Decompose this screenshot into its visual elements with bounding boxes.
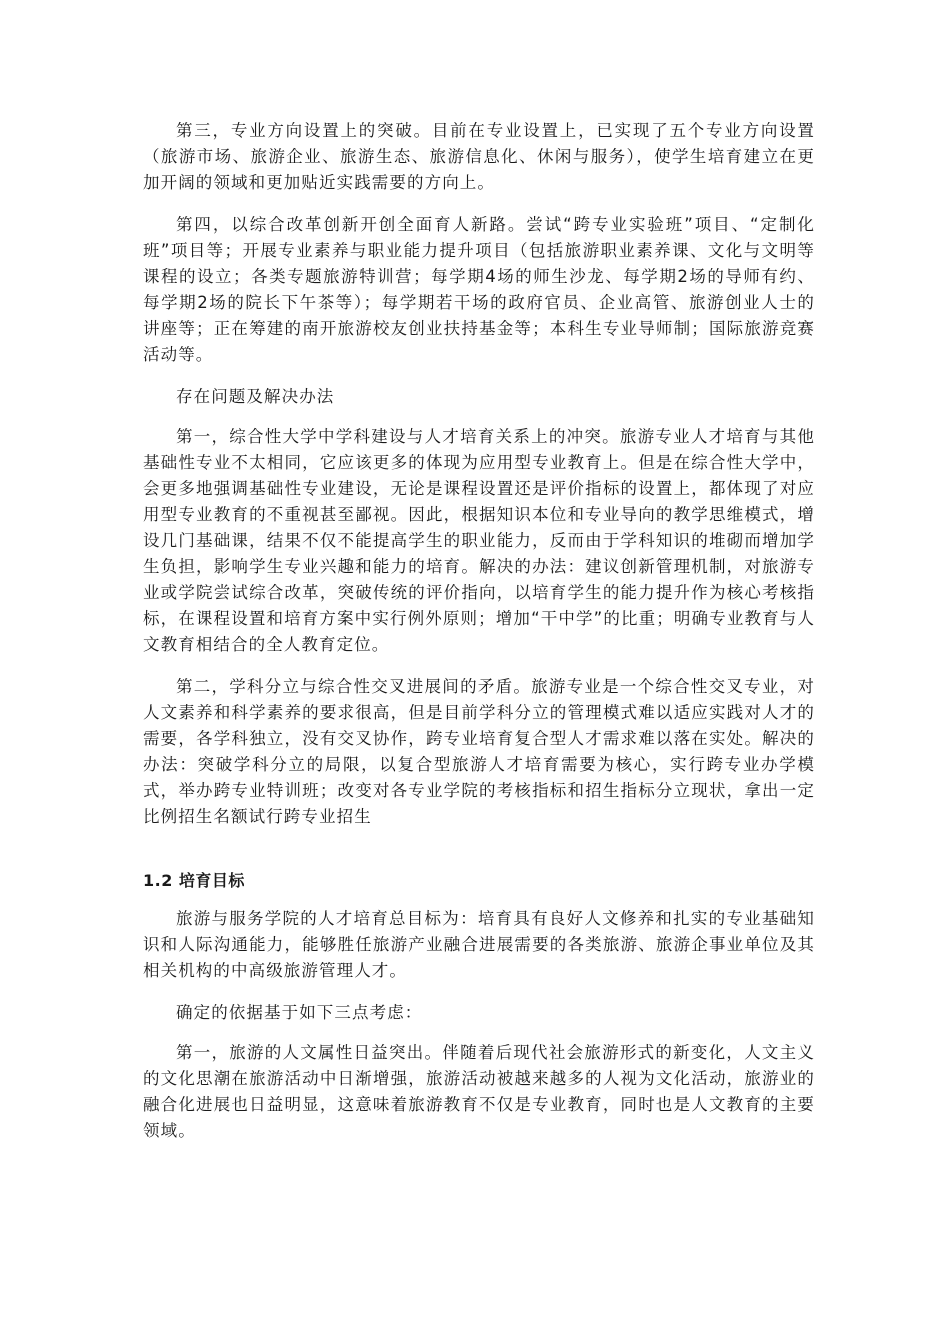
paragraph-problem-one: 第一，综合性大学中学科建设与人才培育关系上的冲突。旅游专业人才培育与其他基础性专业不太相同，它应该更多的体现为应用型专业教育上。但是在综合性大学中，会更多地强调基础性专业建设，无论是课程设置还是评价指标的设置上，都体现了对应用型专业教育的不重视甚至鄙视。因此，根据知识本位和专业导向的教学思维模式，增设几门基础课，结果不仅不能提高学生的职业能力，反而由于学科知识的堆砌而增加学生负担，影响学生专业兴趣和能力的培育。解决的办法：建议创新管理机制，对旅游专业或学院尝试综合改革，突破传统的评价指向，以培育学生的能力提升作为核心考核指标，在课程设置和培育方案中实行例外原则；增加“干中学”的比重；明确专业教育与人文教育相结合的全人教育定位。 (143, 427, 815, 654)
paragraph-problem-two: 第二，学科分立与综合性交叉进展间的矛盾。旅游专业是一个综合性交叉专业，对人文素养和科学素养的要求很高，但是目前学科分立的管理模式难以适应实践对人才的需要，各学科独立，没有交叉协作，跨专业培育复合型人才需求难以落在实处。解决的办法：突破学科分立的局限，以复合型旅游人才培育需要为核心，实行跨专业办学模式，举办跨专业特训班；改变对各专业学院的考核指标和招生指标分立现状，拿出一定比例招生名额试行跨专业招生 (143, 677, 815, 826)
paragraph-fourth-reform: 第四，以综合改革创新开创全面育人新路。尝试“跨专业实验班”项目、“定制化班”项目等；开展专业素养与职业能力提升项目（包括旅游职业素养课、文化与文明等课程的设立；各类专题旅游特训营；每学期4场的师生沙龙、每学期2场的导师有约、每学期2场的院长下午茶等）；每学期若干场的政府官员、企业高管、旅游创业人士的讲座等；正在筹建的南开旅游校友创业扶持基金等；本科生专业导师制；国际旅游竞赛活动等。 (143, 215, 815, 364)
paragraph-basis-one: 第一，旅游的人文属性日益突出。伴随着后现代社会旅游形式的新变化，人文主义的文化思潮在旅游活动中日渐增强，旅游活动被越来越多的人视为文化活动，旅游业的融合化进展也日益明显，这意味着旅游教育不仅是专业教育，同时也是人文教育的主要领域。 (143, 1043, 815, 1140)
paragraph-third-breakthrough: 第三，专业方向设置上的突破。目前在专业设置上，已实现了五个专业方向设置（旅游市场、旅游企业、旅游生态、旅游信息化、休闲与服务），使学生培育建立在更加开阔的领域和更加贴近实践需要的方向上。 (143, 121, 815, 192)
document-body (143, 118, 815, 1160)
section-heading-training-goals: 1.2 培育目标 (143, 871, 245, 890)
paragraph-training-goal: 旅游与服务学院的人才培育总目标为：培育具有良好人文修养和扎实的专业基础知识和人际沟通能力，能够胜任旅游产业融合进展需要的各类旅游、旅游企事业单位及其相关机构的中高级旅游管理人才。 (143, 909, 815, 980)
basis-heading: 确定的依据基于如下三点考虑： (176, 1003, 423, 1022)
problems-heading: 存在问题及解决办法 (176, 387, 335, 406)
